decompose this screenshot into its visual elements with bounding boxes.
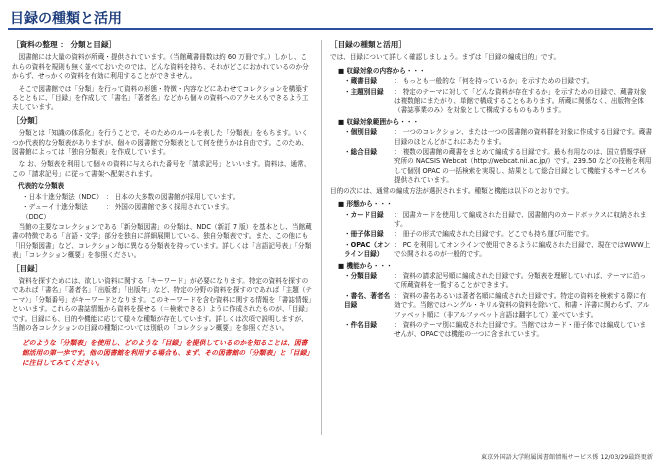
item-desc: ： PC を利用してオンラインで使用できるように編成された目録で、現在ではWWW上で公開されるのが一般的です。 [394, 240, 651, 259]
title-rule [8, 28, 653, 30]
item-term: ・書名、著者名目録 [344, 291, 391, 310]
item-term: ・蔵書目録 [344, 77, 377, 86]
list-item [344, 88, 652, 116]
paragraph: 分類とは「知識の体系化」を行うことで、そのためのルールを表した「分類表」をもちます。いくつか代表的な分類表がありますが、個々の図書館で分類表として何を使うかは自由です。このため、図書館によっては「独自分類表」を作成しています。 [12, 129, 308, 157]
paragraph: 図書館には大量の資料が所蔵・提供されています。（当館蔵書冊数は約 60 万冊です。）しかし、これらの資料を規則も無く並べておいたのでは、どんな資料を持ち、それがどこにおかれているのか分からず、せっかくの資料を有効に利用することができません。 [12, 53, 309, 81]
item-desc: ： 特定のテーマに対して「どんな資料が存在するか」を示すための目録で、蔵書対象は複数館にまたがり、単館で構成することもあります。所蔵に関係なく、出版物全体（書誌事業のみ）を対象として構成するものもあります。 [394, 87, 647, 115]
item-term: ・件名目録 [344, 320, 377, 329]
section-heading-classification: ［分類］ [12, 115, 43, 125]
group-heading: ■ 収録対象の内容から・・・ [338, 66, 426, 75]
group-heading: ■ 形態から・・・ [338, 200, 393, 209]
subheading: 代表的な分類表 [18, 182, 65, 191]
paragraph: そこで図書館では「分類」を行って資料の形態・特徴・内容などにあわせてコレクションを構築するとともに、「目録」を作成して「書名」「著者名」などから個々の資料へのアクセスもできるよう工夫しています。 [12, 84, 309, 112]
warning-note: どのような「分類表」を使用し、どのような「目録」を提供しているのかを知ることは、図書館活用の第一歩です。他の図書館を利用する場合も、まず、その図書館の「分類表」と「目録」に注目してみてください。 [22, 339, 310, 367]
list-item [344, 230, 652, 239]
item-desc: ： 資料の書名あるいは著者名順に編成された目録です。特定の資料を検索する際に有効です。当館ではハングル・キリル資料の資料を除いて、和書・洋書に関わらず、アルファベット順に（非アルファベット言語は翻字して）並べています。 [394, 291, 650, 319]
item-desc: ： 一つのコレクション、または一つの図書館の資料群を対象に作成する目録です。蔵書目録のほとんどがこれにあたります。 [394, 128, 652, 146]
paragraph: では、目録について詳しく確認しましょう。まずは「目録の編成目的」です。 [330, 53, 561, 62]
item-desc: ： 複数の図書館の蔵書をまとめて編成する目録です。最も有用なのは、国立情報学研究所の NACSIS Webcat（http://webcat.nii.ac.jp/）です。239.50 などの技術を利用して個別 OPAC の一括検索を実現し、結果として総合目録として機能するサービスも提供されています。 [394, 148, 652, 185]
page-title: 目録の種類と活用 [10, 11, 122, 27]
definition-row [22, 203, 312, 222]
section-heading-catalog-types: ［目録の種類と活用］ [330, 40, 406, 49]
item-term: ・分類目録 [344, 271, 377, 280]
group-heading: ■ 収録対象範囲から・・・ [338, 117, 420, 126]
item-term: ・カード目録 [344, 210, 384, 219]
definition-term: ・日本十進分類法（NDC） [22, 192, 103, 201]
item-term: ・OPAC（オンライン目録） [344, 240, 391, 259]
list-item [344, 292, 652, 320]
list-item [344, 321, 652, 340]
item-desc: ： 図書カードを使用して編成された目録で、図書館内のカードボックスに収納されます。 [394, 210, 647, 228]
column-divider [321, 40, 322, 435]
section-heading-catalog: ［目録］ [12, 263, 43, 273]
section-heading-classification-catalog: ［資料の整理 ： 分類と目録］ [12, 40, 117, 49]
paragraph: な お、分類表を利用して個々の資料に与えられた番号を「請求記号」といいます。資料は、通常、この「請求記号」に従って書架へ配架されます。 [12, 160, 311, 178]
left-column [12, 40, 312, 368]
definition-desc: ： 日本の大多数の図書館が採用しています。 [106, 192, 240, 201]
list-item [344, 77, 652, 86]
list-item [344, 128, 652, 147]
list-item [344, 211, 652, 230]
item-desc: ： 冊子の形式で編成された目録です。どこでも持ち運び可能です。 [394, 230, 593, 239]
item-term: ・総合目録 [344, 148, 377, 157]
item-term: ・主題別目録 [344, 87, 384, 96]
paragraph: 当館の主要なコレクションである「新分類図書」の分類は、NDC（新訂 7 版）を基本とし、当館蔵書の特徴である「言語・文学」部分を独自に詳細展開している、独自分類表です。また、この他にも「旧分類図書」など、コレクション毎に異なる分類表を持っています。詳しくは「言語記号表」「分類表」「コレクション概要」を参照ください。 [12, 222, 312, 260]
item-desc: ： 資料の請求記号順に編成された目録です。分類表を理解していれば、テーマに沿って所蔵資料を一覧することができます。 [394, 271, 647, 290]
paragraph: 資料を探すためには、欲しい資料に関する「キーワード」が必要になります。特定の資料を探すのであれば「書名」「著者名」「出版者」「出版年」など、特定の分野の資料を探すのであれば「主題（テーマ）」「分類番号」がキーワードとなります。このキーワードを含む資料に関する情報を「書誌情報」といいます。これらの書誌情報から資料を探せる（＝検索できる）ように作成されたものが、「目録」です。目録にも、目的や機能に応じて様々な種類が存在しています。詳しくは次項で説明しますが、当館の各コレクションの目録の種類については別紙の「コレクション概要」を参照ください。 [12, 276, 313, 332]
list-item [344, 241, 652, 260]
definition-row [22, 193, 312, 202]
definition-desc: ： 外国の図書館で多く採用されています。 [106, 203, 233, 212]
item-desc: ： 資料のテーマ別に編成された目録です。当館ではカード・冊子体では編成していませんが、OPACでは機能の一つに含まれています。 [394, 320, 647, 339]
group-heading: ■ 機能から・・・ [338, 261, 393, 270]
list-item [344, 148, 652, 186]
footer-credit: 東京外国語大学附属図書館情報サービス係 12/03/29最終更新 [480, 454, 653, 461]
paragraph: 目的の次には、通常の編成方法が選択されます。種類と機能は以下のとおりです。 [330, 186, 573, 195]
list-item [344, 272, 652, 291]
item-desc: ： もっとも一般的な「何を持っているか」を示すための目録です。 [394, 77, 594, 86]
item-term: ・冊子体目録 [344, 230, 384, 239]
item-term: ・個別目録 [344, 128, 377, 137]
definition-term: ・デューイ十進分類法（DDC） [22, 203, 88, 221]
right-column [330, 40, 652, 341]
